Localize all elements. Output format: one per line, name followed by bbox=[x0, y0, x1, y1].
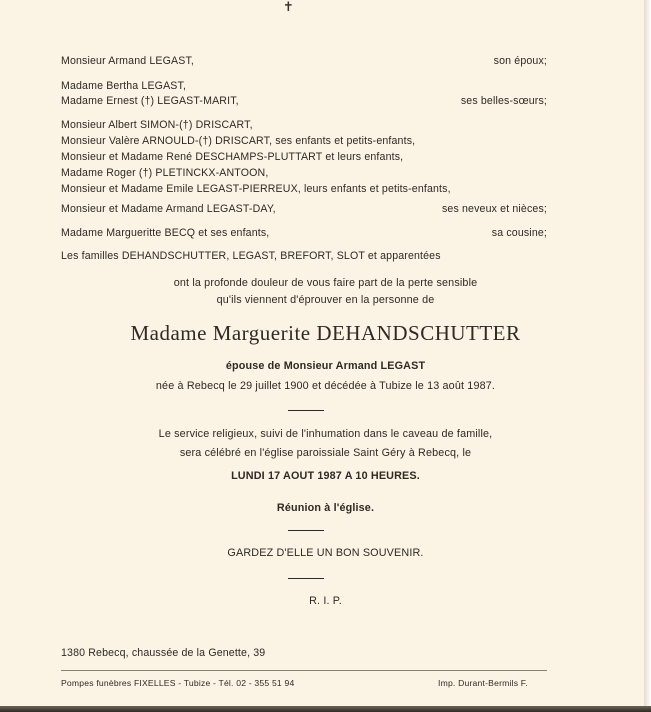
family-name: Monsieur et Madame René DESCHAMPS-PLUTTART et leurs enfants, bbox=[61, 151, 404, 163]
family-name: Monsieur et Madame Emile LEGAST-PIERREUX, leurs enfants et petits-enfants, bbox=[61, 183, 451, 195]
rip-line: R. I. P. bbox=[309, 595, 342, 607]
deceased-surname: DEHANDSCHUTTER bbox=[316, 321, 521, 345]
separator-rule bbox=[288, 530, 324, 531]
service-line: Le service religieux, suivi de l'inhumation dans le caveau de famille, bbox=[158, 428, 493, 440]
family-name: Madame Margueritte BECQ et ses enfants, bbox=[61, 227, 270, 239]
family-name: Monsieur Armand LEGAST, bbox=[61, 55, 194, 67]
family-name: Monsieur et Madame Armand LEGAST-DAY, bbox=[61, 203, 276, 215]
cross-icon: ✝ bbox=[283, 0, 294, 15]
deceased-name bbox=[0, 321, 651, 345]
family-relation: son époux; bbox=[493, 55, 547, 67]
announcement-line: qu'ils viennent d'éprouver en la personne de bbox=[216, 294, 435, 306]
separator-rule bbox=[288, 410, 324, 411]
family-relation: ses belles-sœurs; bbox=[460, 95, 547, 107]
page-bottom-edge bbox=[0, 706, 651, 712]
memory-line: GARDEZ D'ELLE UN BON SOUVENIR. bbox=[227, 547, 424, 559]
family-name: Madame Roger (†) PLETINCKX-ANTOON, bbox=[61, 167, 269, 179]
deceased-title: Madame Marguerite bbox=[130, 321, 311, 345]
family-relation: ses neveux et nièces; bbox=[441, 203, 547, 215]
meeting-line: Réunion à l'église. bbox=[276, 502, 375, 514]
separator-rule bbox=[288, 578, 324, 579]
family-name: Les familles DEHANDSCHUTTER, LEGAST, BREFORT, SLOT et apparentées bbox=[61, 250, 441, 262]
printer-credit: Imp. Durant-Bermils F. bbox=[438, 678, 528, 688]
family-name: Monsieur Valère ARNOULD-(†) DRISCART, ses enfants et petits-enfants, bbox=[61, 135, 416, 147]
family-relation: sa cousine; bbox=[491, 227, 547, 239]
announcement-line: ont la profonde douleur de vous faire part de la perte sensible bbox=[173, 277, 478, 289]
dates-line: née à Rebecq le 29 juillet 1900 et décédée à Tubize le 13 août 1987. bbox=[155, 380, 496, 392]
service-line: sera célébré en l'église paroissiale Saint Géry à Rebecq, le bbox=[179, 447, 472, 459]
spouse-line: épouse de Monsieur Armand LEGAST bbox=[225, 360, 426, 372]
family-name: Monsieur Albert SIMON-(†) DRISCART, bbox=[61, 119, 253, 131]
funeral-home-credit: Pompes funèbres FIXELLES - Tubize - Tél. 02 - 355 51 94 bbox=[61, 678, 295, 688]
family-name: Madame Bertha LEGAST, bbox=[61, 80, 187, 92]
family-name: Madame Ernest (†) LEGAST-MARIT, bbox=[61, 95, 239, 107]
address-text: 1380 Rebecq, chaussée de la Genette, 39 bbox=[61, 647, 266, 659]
service-datetime: LUNDI 17 AOUT 1987 A 10 HEURES. bbox=[231, 470, 420, 482]
footer-rule bbox=[61, 670, 547, 671]
